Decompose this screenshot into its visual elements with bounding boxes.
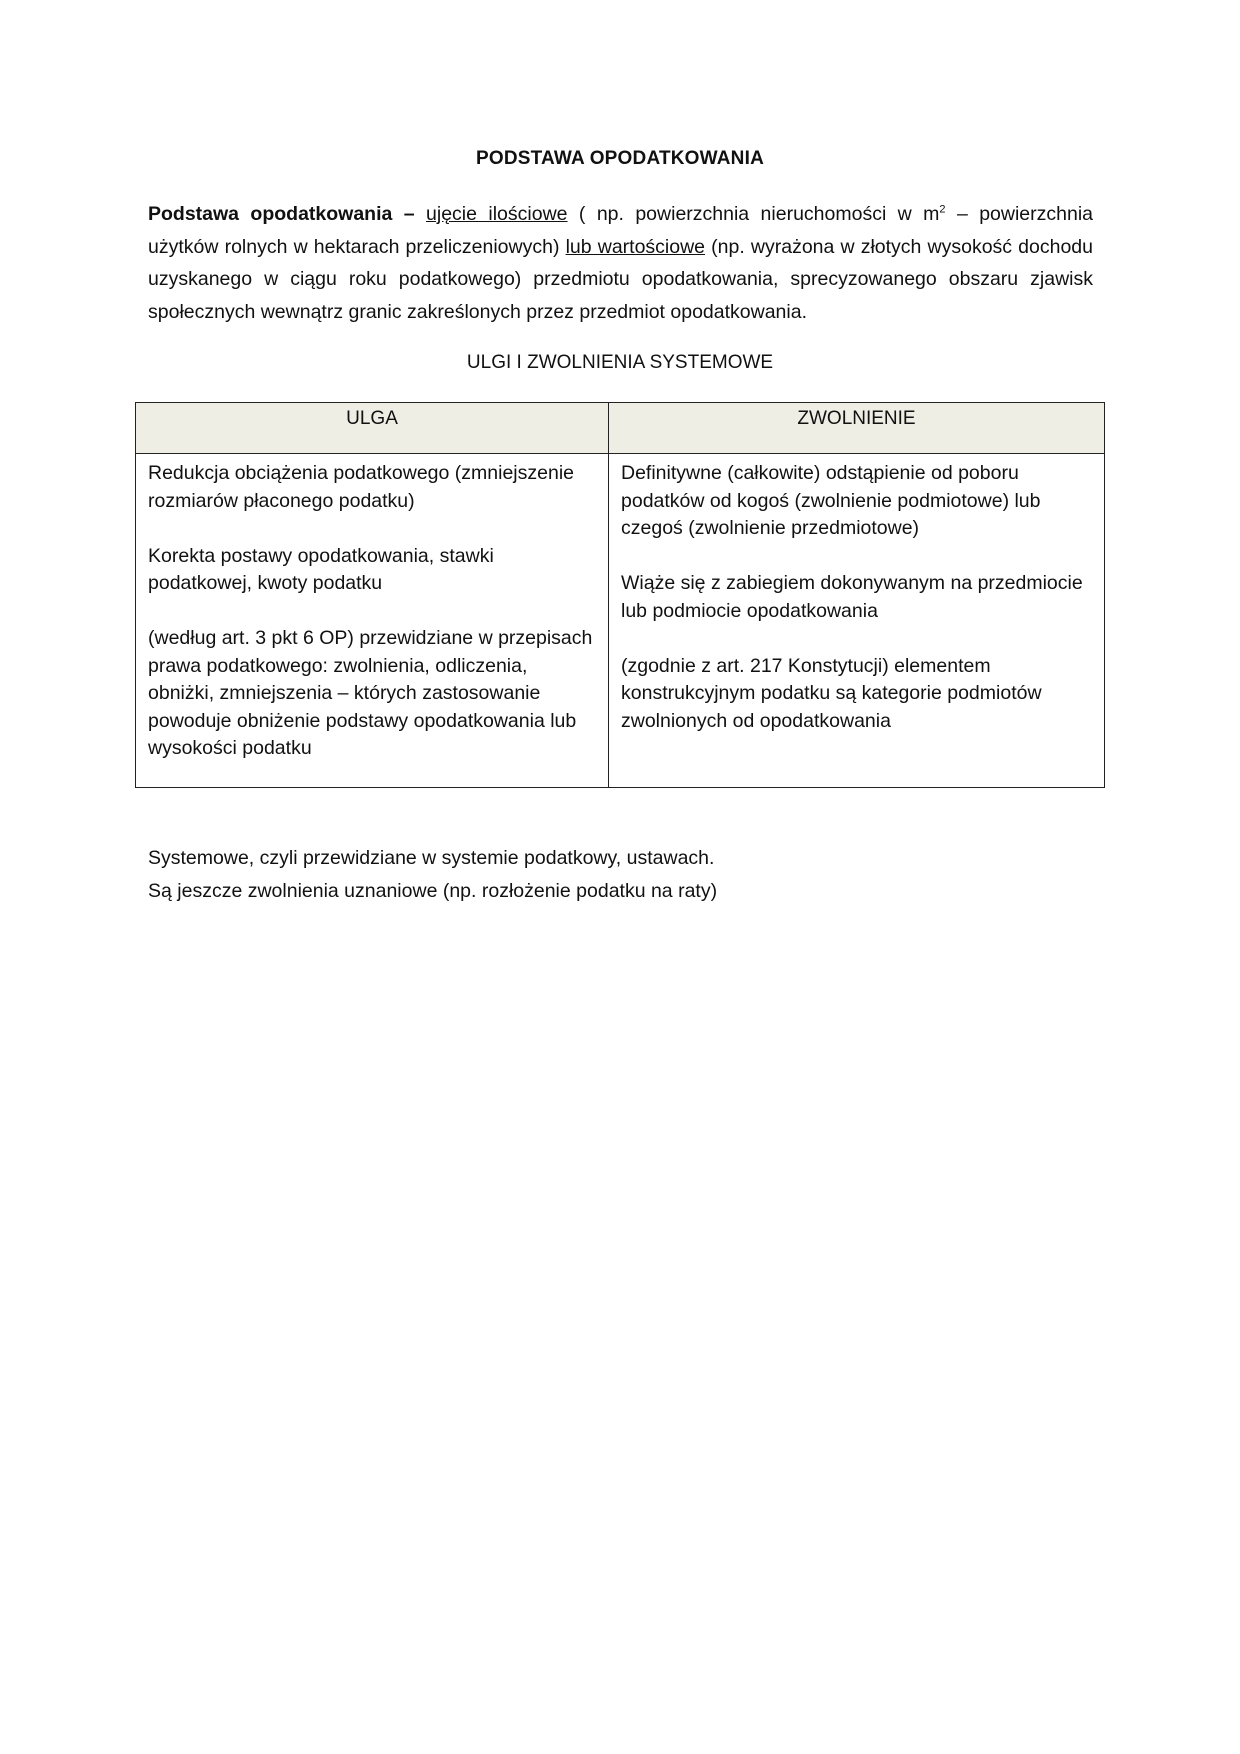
value-label: lub wartościowe: [565, 235, 706, 258]
table-row: [136, 454, 1105, 788]
footer-line: Systemowe, czyli przewidziane w systemie podatkowy, ustawach.: [148, 847, 715, 869]
zwolnienie-paragraph: (zgodnie z art. 217 Konstytucji) elementem konstrukcyjnym podatku są kategorie podmiotów zwolnionych od opodatkowania: [621, 654, 1042, 732]
definition-text-3: (np. wyrażona w złotych wysokość dochodu uzyskanego w ciągu roku podatkowego) przedmiotu opodatkowania, sprecyzowanego obszaru zjawisk społecznych wewnątrz granic zakreślonych przez przedmiot opodatkowania.: [148, 235, 1093, 323]
ulga-cell: [136, 454, 609, 788]
square-superscript: 2: [939, 203, 946, 216]
page-title: PODSTAWA OPODATKOWANIA: [476, 148, 764, 169]
zwolnienie-cell: [609, 454, 1105, 788]
zwolnienie-paragraph: Wiąże się z zabiegiem dokonywanym na przedmiocie lub podmiocie opodatkowania: [621, 572, 1083, 622]
zwolnienie-paragraph: Definitywne (całkowite) odstąpienie od poboru podatków od kogoś (zwolnienie podmiotowe) lub czegoś (zwolnienie przedmiotowe): [621, 462, 1041, 539]
footer-notes: [148, 842, 717, 907]
definition-text-1: ( np. powierzchnia nieruchomości w m: [567, 203, 940, 225]
header-ulga: ULGA: [136, 403, 609, 454]
comparison-table: [135, 402, 1105, 788]
table-header-row: [136, 403, 1105, 454]
ulga-paragraph: Redukcja obciążenia podatkowego (zmniejszenie rozmiarów płaconego podatku): [148, 462, 575, 512]
ulga-paragraph: Korekta postawy opodatkowania, stawki podatkowej, kwoty podatku: [148, 544, 494, 594]
definition-term: Podstawa opodatkowania: [148, 203, 393, 225]
section-subtitle: ULGI I ZWOLNIENIA SYSTEMOWE: [466, 352, 774, 373]
definition-text-2: – powierzchnia użytków rolnych w hektarach przeliczeniowych): [148, 203, 1094, 258]
header-zwolnienie: ZWOLNIENIE: [609, 403, 1105, 454]
definition-dash: –: [392, 203, 427, 225]
footer-line: Są jeszcze zwolnienia uznaniowe (np. rozłożenie podatku na raty): [148, 879, 718, 902]
ulga-paragraph: (według art. 3 pkt 6 OP) przewidziane w przepisach prawa podatkowego: zwolnienia, odliczenia, obniżki, zmniejszenia – których zastosowanie powoduje obniżenie podstawy opodatkowania lub wysokości podatku: [148, 627, 593, 759]
quantitative-label: ujęcie ilościowe: [426, 203, 568, 225]
definition-paragraph: [148, 198, 1093, 328]
